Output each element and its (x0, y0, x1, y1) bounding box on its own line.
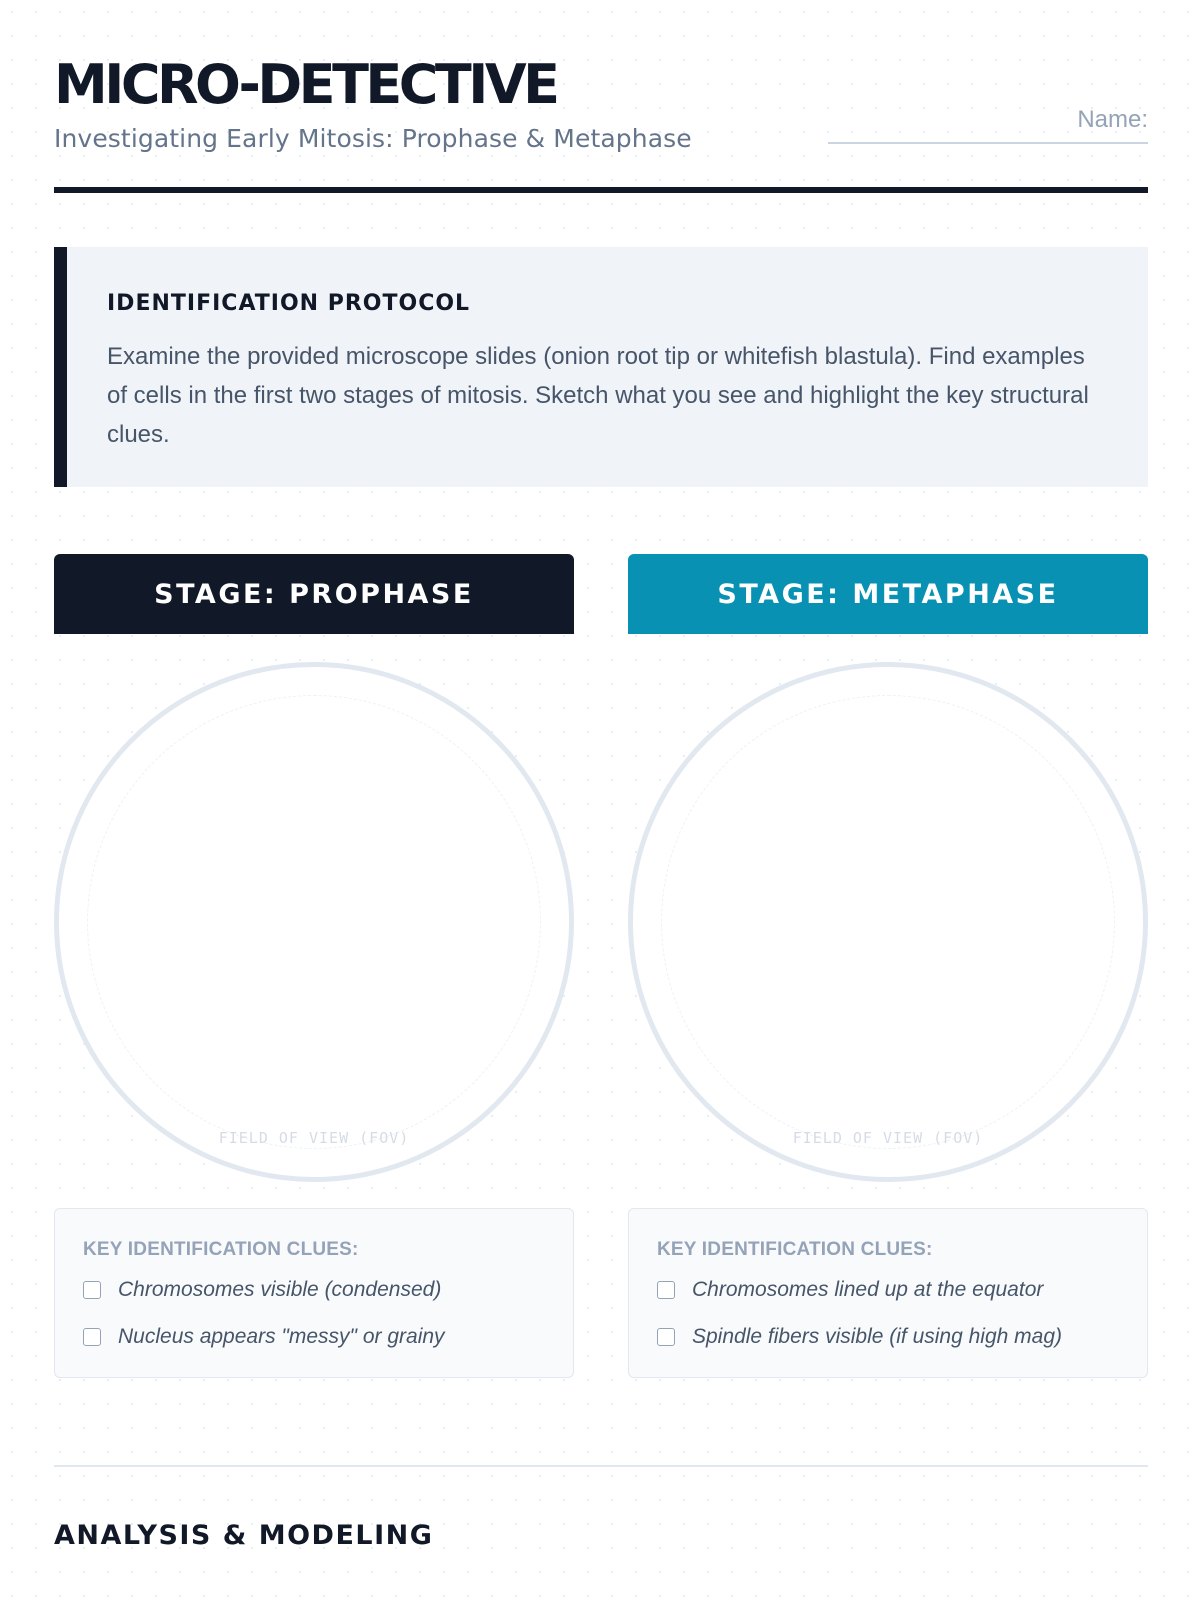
metaphase-stage-header: STAGE: METAPHASE (628, 554, 1148, 634)
worksheet-subtitle: Investigating Early Mitosis: Prophase & Metaphase (54, 124, 692, 153)
identification-protocol-box (54, 247, 1148, 487)
clue-text: Chromosomes lined up at the equator (692, 1278, 1044, 1301)
clue-text: Spindle fibers visible (if using high mag) (692, 1325, 1063, 1348)
analysis-heading: ANALYSIS & MODELING (54, 1520, 434, 1551)
metaphase-clues-heading: KEY IDENTIFICATION CLUES: (657, 1239, 933, 1260)
checkbox-icon[interactable] (657, 1281, 675, 1299)
metaphase-clue-item (657, 1278, 1043, 1302)
clue-text: Nucleus appears "messy" or grainy (118, 1325, 445, 1348)
metaphase-column (628, 554, 1148, 1348)
prophase-field-of-view[interactable] (54, 662, 574, 1182)
prophase-clues-heading: KEY IDENTIFICATION CLUES: (83, 1239, 359, 1260)
metaphase-field-of-view[interactable] (628, 662, 1148, 1182)
clue-text: Chromosomes visible (condensed) (118, 1278, 442, 1301)
header-divider (54, 187, 1148, 193)
prophase-clue-item (83, 1278, 441, 1302)
checkbox-icon[interactable] (83, 1328, 101, 1346)
prophase-fov-label: FIELD OF VIEW (FOV) (218, 1129, 410, 1147)
protocol-heading: IDENTIFICATION PROTOCOL (107, 291, 471, 316)
worksheet-header (54, 54, 1148, 194)
worksheet-page (54, 0, 1148, 1600)
worksheet-title: MICRO-DETECTIVE (54, 53, 557, 116)
name-label: Name: (1077, 106, 1148, 133)
metaphase-fov-label: FIELD OF VIEW (FOV) (792, 1129, 984, 1147)
prophase-fov-inner-ring (87, 695, 541, 1149)
section-divider (54, 1465, 1148, 1467)
checkbox-icon[interactable] (657, 1328, 675, 1346)
metaphase-clues-box (628, 1208, 1148, 1378)
metaphase-clue-item (657, 1325, 1062, 1349)
prophase-stage-header: STAGE: PROPHASE (54, 554, 574, 634)
metaphase-fov-inner-ring (661, 695, 1115, 1149)
protocol-text: Examine the provided microscope slides (onion root tip or whitefish blastula). Find examples of cells in the first two stages of mitosis. Sketch what you see and highlight the key structural clues. (107, 343, 1089, 448)
prophase-clue-item (83, 1325, 445, 1349)
prophase-column (54, 554, 574, 1348)
prophase-clues-box (54, 1208, 574, 1378)
name-field[interactable] (828, 106, 1148, 144)
checkbox-icon[interactable] (83, 1281, 101, 1299)
